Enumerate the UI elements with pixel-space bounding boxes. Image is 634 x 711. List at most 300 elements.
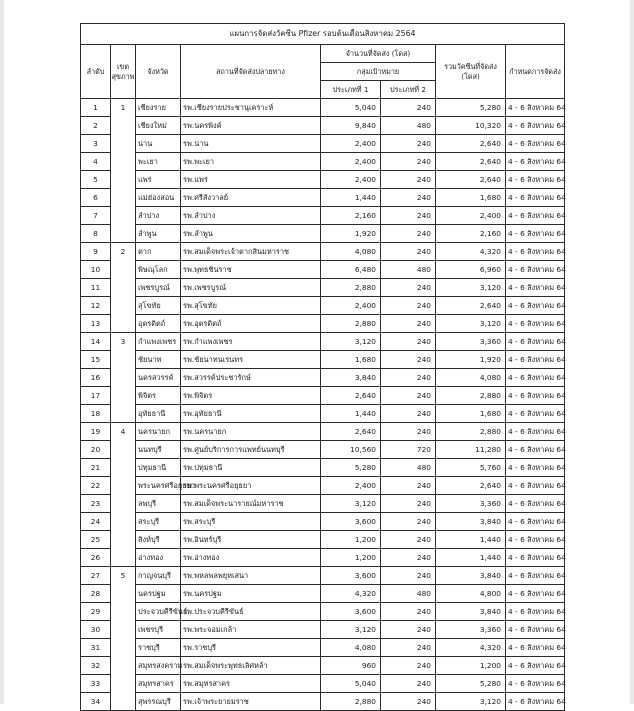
row-type2: 240 (381, 351, 436, 369)
row-type1: 3,840 (321, 369, 381, 387)
row-type1: 2,400 (321, 153, 381, 171)
row-schedule: 4 - 6 สิงหาคม 64 (506, 387, 565, 405)
row-type1: 1,200 (321, 549, 381, 567)
row-schedule: 4 - 6 สิงหาคม 64 (506, 171, 565, 189)
row-province: พิษณุโลก (136, 261, 181, 279)
table-row (81, 315, 565, 333)
table-row (81, 135, 565, 153)
row-schedule: 4 - 6 สิงหาคม 64 (506, 585, 565, 603)
row-site: รพ.ศูนย์บริการการแพทย์นนทบุรี (181, 441, 321, 459)
row-total: 3,120 (436, 693, 506, 711)
row-no: 6 (81, 189, 111, 207)
row-total: 1,440 (436, 531, 506, 549)
row-type2: 240 (381, 603, 436, 621)
row-zone (111, 135, 136, 153)
table-row (81, 153, 565, 171)
row-type1: 2,400 (321, 477, 381, 495)
row-total: 2,640 (436, 153, 506, 171)
row-type2: 240 (381, 423, 436, 441)
row-no: 21 (81, 459, 111, 477)
row-province: เชียงราย (136, 99, 181, 117)
row-schedule: 4 - 6 สิงหาคม 64 (506, 333, 565, 351)
row-type2: 480 (381, 585, 436, 603)
row-province: นครนายก (136, 423, 181, 441)
row-total: 3,840 (436, 567, 506, 585)
row-zone (111, 297, 136, 315)
row-type2: 480 (381, 459, 436, 477)
row-total: 1,680 (436, 405, 506, 423)
row-total: 3,120 (436, 279, 506, 297)
row-schedule: 4 - 6 สิงหาคม 64 (506, 441, 565, 459)
row-zone (111, 675, 136, 693)
row-site: รพ.สุโขทัย (181, 297, 321, 315)
row-province: สมุทรสาคร (136, 675, 181, 693)
row-schedule: 4 - 6 สิงหาคม 64 (506, 657, 565, 675)
row-zone (111, 207, 136, 225)
row-zone (111, 315, 136, 333)
row-type2: 240 (381, 333, 436, 351)
header-amount: จำนวนที่จัดส่ง (โดส) (321, 45, 436, 63)
row-type1: 3,120 (321, 333, 381, 351)
row-total: 5,280 (436, 675, 506, 693)
row-total: 4,080 (436, 369, 506, 387)
row-no: 31 (81, 639, 111, 657)
row-province: ลำปาง (136, 207, 181, 225)
table-row (81, 369, 565, 387)
table-row (81, 441, 565, 459)
row-type2: 240 (381, 531, 436, 549)
row-total: 2,640 (436, 171, 506, 189)
row-no: 15 (81, 351, 111, 369)
table-row (81, 567, 565, 585)
row-schedule: 4 - 6 สิงหาคม 64 (506, 369, 565, 387)
row-schedule: 4 - 6 สิงหาคม 64 (506, 675, 565, 693)
table-row (81, 585, 565, 603)
row-total: 2,640 (436, 135, 506, 153)
row-zone (111, 513, 136, 531)
row-schedule: 4 - 6 สิงหาคม 64 (506, 567, 565, 585)
row-province: สระบุรี (136, 513, 181, 531)
row-type2: 240 (381, 243, 436, 261)
row-province: นครปฐม (136, 585, 181, 603)
row-no: 1 (81, 99, 111, 117)
row-site: รพ.อ่างทอง (181, 549, 321, 567)
table-row (81, 513, 565, 531)
row-zone: 5 (111, 567, 136, 585)
table-row (81, 117, 565, 135)
row-type1: 1,920 (321, 225, 381, 243)
row-type1: 2,400 (321, 171, 381, 189)
row-type1: 2,160 (321, 207, 381, 225)
row-zone (111, 189, 136, 207)
row-no: 17 (81, 387, 111, 405)
row-total: 4,320 (436, 639, 506, 657)
row-type1: 5,280 (321, 459, 381, 477)
table-row (81, 495, 565, 513)
row-schedule: 4 - 6 สิงหาคม 64 (506, 207, 565, 225)
row-zone (111, 585, 136, 603)
row-total: 3,840 (436, 513, 506, 531)
row-type2: 240 (381, 621, 436, 639)
row-no: 29 (81, 603, 111, 621)
row-schedule: 4 - 6 สิงหาคม 64 (506, 135, 565, 153)
row-zone (111, 171, 136, 189)
row-site: รพ.ชัยนาทนเรนทร (181, 351, 321, 369)
row-schedule: 4 - 6 สิงหาคม 64 (506, 117, 565, 135)
row-zone (111, 279, 136, 297)
row-type2: 240 (381, 207, 436, 225)
row-type1: 960 (321, 657, 381, 675)
row-type2: 240 (381, 549, 436, 567)
row-type1: 2,400 (321, 135, 381, 153)
row-type2: 240 (381, 567, 436, 585)
row-type2: 240 (381, 639, 436, 657)
row-schedule: 4 - 6 สิงหาคม 64 (506, 603, 565, 621)
table-row (81, 297, 565, 315)
row-total: 3,360 (436, 333, 506, 351)
row-no: 33 (81, 675, 111, 693)
row-type1: 2,640 (321, 423, 381, 441)
row-schedule: 4 - 6 สิงหาคม 64 (506, 531, 565, 549)
row-no: 25 (81, 531, 111, 549)
row-zone (111, 531, 136, 549)
row-no: 32 (81, 657, 111, 675)
row-site: รพ.พะเยา (181, 153, 321, 171)
header-site: สถานที่จัดส่งปลายทาง (181, 45, 321, 99)
row-site: รพ.พุทธชินราช (181, 261, 321, 279)
row-no: 13 (81, 315, 111, 333)
row-type2: 240 (381, 693, 436, 711)
row-zone (111, 369, 136, 387)
row-no: 10 (81, 261, 111, 279)
row-type1: 9,840 (321, 117, 381, 135)
row-total: 5,280 (436, 99, 506, 117)
row-no: 8 (81, 225, 111, 243)
row-schedule: 4 - 6 สิงหาคม 64 (506, 279, 565, 297)
row-province: ชัยนาท (136, 351, 181, 369)
row-type2: 240 (381, 153, 436, 171)
row-site: รพ.สมเด็จพระนารายณ์มหาราช (181, 495, 321, 513)
distribution-table (80, 23, 565, 711)
row-site: รพ.อุทัยธานี (181, 405, 321, 423)
header-total: รวมวัคซีนที่จัดส่ง (โดส) (436, 45, 506, 99)
row-schedule: 4 - 6 สิงหาคม 64 (506, 513, 565, 531)
table-row (81, 171, 565, 189)
row-no: 2 (81, 117, 111, 135)
row-site: รพ.ปทุมธานี (181, 459, 321, 477)
row-type1: 1,440 (321, 189, 381, 207)
row-zone (111, 639, 136, 657)
table-row (81, 621, 565, 639)
row-province: พระนครศรีอยุธยา (136, 477, 181, 495)
row-no: 9 (81, 243, 111, 261)
row-site: รพ.น่าน (181, 135, 321, 153)
row-province: กำแพงเพชร (136, 333, 181, 351)
row-type1: 2,640 (321, 387, 381, 405)
header-no: ลำดับ (81, 45, 111, 99)
row-site: รพ.สระบุรี (181, 513, 321, 531)
row-type1: 1,440 (321, 405, 381, 423)
row-type2: 240 (381, 477, 436, 495)
row-schedule: 4 - 6 สิงหาคม 64 (506, 459, 565, 477)
row-type1: 5,040 (321, 675, 381, 693)
row-province: พะเยา (136, 153, 181, 171)
row-zone (111, 153, 136, 171)
row-no: 24 (81, 513, 111, 531)
row-province: ปทุมธานี (136, 459, 181, 477)
row-zone (111, 441, 136, 459)
row-zone: 4 (111, 423, 136, 441)
table-row (81, 207, 565, 225)
row-zone (111, 477, 136, 495)
row-province: ลพบุรี (136, 495, 181, 513)
row-zone (111, 693, 136, 711)
row-site: รพ.อุตรดิตถ์ (181, 315, 321, 333)
table-row (81, 405, 565, 423)
row-type2: 240 (381, 99, 436, 117)
row-province: แพร่ (136, 171, 181, 189)
table-body (81, 99, 565, 711)
header-type2: ประเภทที่ 2 (381, 81, 436, 99)
row-site: รพ.ศรีสังวาลย์ (181, 189, 321, 207)
row-province: นครสวรรค์ (136, 369, 181, 387)
row-no: 19 (81, 423, 111, 441)
row-schedule: 4 - 6 สิงหาคม 64 (506, 477, 565, 495)
row-type2: 240 (381, 297, 436, 315)
row-type1: 4,080 (321, 243, 381, 261)
row-type1: 3,120 (321, 621, 381, 639)
table-row (81, 675, 565, 693)
row-type2: 240 (381, 387, 436, 405)
row-no: 28 (81, 585, 111, 603)
table-row (81, 531, 565, 549)
row-type1: 2,880 (321, 315, 381, 333)
row-province: เชียงใหม่ (136, 117, 181, 135)
row-total: 11,280 (436, 441, 506, 459)
row-zone (111, 621, 136, 639)
row-no: 26 (81, 549, 111, 567)
row-province: น่าน (136, 135, 181, 153)
header-target-group: กลุ่มเป้าหมาย (321, 63, 436, 81)
row-site: รพ.ลำปาง (181, 207, 321, 225)
row-province: สุพรรณบุรี (136, 693, 181, 711)
row-schedule: 4 - 6 สิงหาคม 64 (506, 639, 565, 657)
row-type1: 2,880 (321, 693, 381, 711)
row-type2: 240 (381, 279, 436, 297)
row-type1: 3,600 (321, 567, 381, 585)
table-row (81, 351, 565, 369)
row-province: พิจิตร (136, 387, 181, 405)
row-zone (111, 117, 136, 135)
header-province: จังหวัด (136, 45, 181, 99)
table-row (81, 657, 565, 675)
row-schedule: 4 - 6 สิงหาคม 64 (506, 351, 565, 369)
row-total: 4,320 (436, 243, 506, 261)
row-total: 2,880 (436, 387, 506, 405)
table-row (81, 549, 565, 567)
row-zone (111, 405, 136, 423)
row-total: 10,320 (436, 117, 506, 135)
row-schedule: 4 - 6 สิงหาคม 64 (506, 549, 565, 567)
row-no: 22 (81, 477, 111, 495)
row-site: รพ.ลำพูน (181, 225, 321, 243)
row-no: 34 (81, 693, 111, 711)
row-total: 2,640 (436, 477, 506, 495)
row-province: อุทัยธานี (136, 405, 181, 423)
row-province: นนทบุรี (136, 441, 181, 459)
header-schedule: กำหนดการจัดส่ง (506, 45, 565, 99)
row-type2: 240 (381, 171, 436, 189)
header-zone: เขตสุขภาพ (111, 45, 136, 99)
table-row (81, 423, 565, 441)
row-site: รพ.แพร่ (181, 171, 321, 189)
row-type1: 2,400 (321, 297, 381, 315)
row-total: 3,840 (436, 603, 506, 621)
row-zone (111, 459, 136, 477)
row-province: ราชบุรี (136, 639, 181, 657)
row-no: 18 (81, 405, 111, 423)
row-schedule: 4 - 6 สิงหาคม 64 (506, 243, 565, 261)
row-site: รพ.พิจิตร (181, 387, 321, 405)
table-row (81, 99, 565, 117)
row-type1: 4,320 (321, 585, 381, 603)
row-schedule: 4 - 6 สิงหาคม 64 (506, 189, 565, 207)
row-total: 6,960 (436, 261, 506, 279)
row-zone (111, 351, 136, 369)
row-type2: 240 (381, 405, 436, 423)
row-schedule: 4 - 6 สิงหาคม 64 (506, 297, 565, 315)
row-no: 30 (81, 621, 111, 639)
row-total: 4,800 (436, 585, 506, 603)
row-no: 3 (81, 135, 111, 153)
row-total: 2,880 (436, 423, 506, 441)
row-total: 5,760 (436, 459, 506, 477)
row-no: 5 (81, 171, 111, 189)
row-site: รพ.พหลพลพยุหเสนา (181, 567, 321, 585)
table-row (81, 387, 565, 405)
row-schedule: 4 - 6 สิงหาคม 64 (506, 315, 565, 333)
row-zone (111, 261, 136, 279)
row-total: 2,400 (436, 207, 506, 225)
row-type2: 240 (381, 225, 436, 243)
row-province: อ่างทอง (136, 549, 181, 567)
row-zone (111, 603, 136, 621)
row-site: รพ.นครนายก (181, 423, 321, 441)
row-site: รพ.เจ้าพระยายมราช (181, 693, 321, 711)
row-site: รพ.พระจอมเกล้า (181, 621, 321, 639)
row-schedule: 4 - 6 สิงหาคม 64 (506, 693, 565, 711)
row-type2: 240 (381, 513, 436, 531)
row-no: 11 (81, 279, 111, 297)
row-province: สุโขทัย (136, 297, 181, 315)
table-row (81, 459, 565, 477)
row-no: 23 (81, 495, 111, 513)
row-type2: 240 (381, 675, 436, 693)
row-type2: 240 (381, 369, 436, 387)
table-row (81, 189, 565, 207)
row-schedule: 4 - 6 สิงหาคม 64 (506, 621, 565, 639)
row-province: ตาก (136, 243, 181, 261)
row-schedule: 4 - 6 สิงหาคม 64 (506, 405, 565, 423)
table-row (81, 279, 565, 297)
row-schedule: 4 - 6 สิงหาคม 64 (506, 261, 565, 279)
row-site: รพ.กำแพงเพชร (181, 333, 321, 351)
row-site: รพ.เพชรบูรณ์ (181, 279, 321, 297)
row-type1: 5,040 (321, 99, 381, 117)
row-site: รพ.เชียงรายประชานุเคราะห์ (181, 99, 321, 117)
row-type2: 720 (381, 441, 436, 459)
table-row (81, 477, 565, 495)
row-no: 14 (81, 333, 111, 351)
row-site: รพ.นครพิงค์ (181, 117, 321, 135)
table-row (81, 639, 565, 657)
row-province: สิงห์บุรี (136, 531, 181, 549)
row-site: รพ.สมเด็จพระพุทธเลิศหล้า (181, 657, 321, 675)
row-province: กาญจนบุรี (136, 567, 181, 585)
row-province: เพชรบูรณ์ (136, 279, 181, 297)
row-no: 4 (81, 153, 111, 171)
row-total: 3,360 (436, 495, 506, 513)
row-type1: 6,480 (321, 261, 381, 279)
row-type2: 240 (381, 657, 436, 675)
vaccine-distribution-sheet (80, 23, 564, 711)
row-province: อุตรดิตถ์ (136, 315, 181, 333)
row-province: ประจวบคีรีขันธ์ (136, 603, 181, 621)
row-province: สมุทรสงคราม (136, 657, 181, 675)
row-no: 16 (81, 369, 111, 387)
table-row (81, 243, 565, 261)
row-type2: 240 (381, 135, 436, 153)
row-no: 7 (81, 207, 111, 225)
row-no: 27 (81, 567, 111, 585)
row-zone (111, 549, 136, 567)
row-type1: 1,680 (321, 351, 381, 369)
row-site: รพ.ประจวบคีรีขันธ์ (181, 603, 321, 621)
row-site: รพ.สมเด็จพระเจ้าตากสินมหาราช (181, 243, 321, 261)
row-site: รพ.สวรรค์ประชารักษ์ (181, 369, 321, 387)
row-schedule: 4 - 6 สิงหาคม 64 (506, 495, 565, 513)
row-type1: 10,560 (321, 441, 381, 459)
row-type1: 3,600 (321, 513, 381, 531)
table-row (81, 693, 565, 711)
table-row (81, 225, 565, 243)
row-schedule: 4 - 6 สิงหาคม 64 (506, 423, 565, 441)
row-site: รพ.ราชบุรี (181, 639, 321, 657)
row-type2: 480 (381, 261, 436, 279)
row-type1: 1,200 (321, 531, 381, 549)
row-province: เพชรบุรี (136, 621, 181, 639)
row-site: รพ.พระนครศรีอยุธยา (181, 477, 321, 495)
row-type2: 240 (381, 495, 436, 513)
table-row (81, 603, 565, 621)
row-no: 20 (81, 441, 111, 459)
row-zone (111, 495, 136, 513)
row-total: 3,120 (436, 315, 506, 333)
row-total: 2,160 (436, 225, 506, 243)
row-type1: 4,080 (321, 639, 381, 657)
row-schedule: 4 - 6 สิงหาคม 64 (506, 153, 565, 171)
row-total: 1,920 (436, 351, 506, 369)
row-type2: 480 (381, 117, 436, 135)
row-total: 1,680 (436, 189, 506, 207)
table-row (81, 333, 565, 351)
row-province: แม่ฮ่องสอน (136, 189, 181, 207)
row-total: 2,640 (436, 297, 506, 315)
row-no: 12 (81, 297, 111, 315)
row-province: ลำพูน (136, 225, 181, 243)
row-site: รพ.อินทร์บุรี (181, 531, 321, 549)
header-type1: ประเภทที่ 1 (321, 81, 381, 99)
